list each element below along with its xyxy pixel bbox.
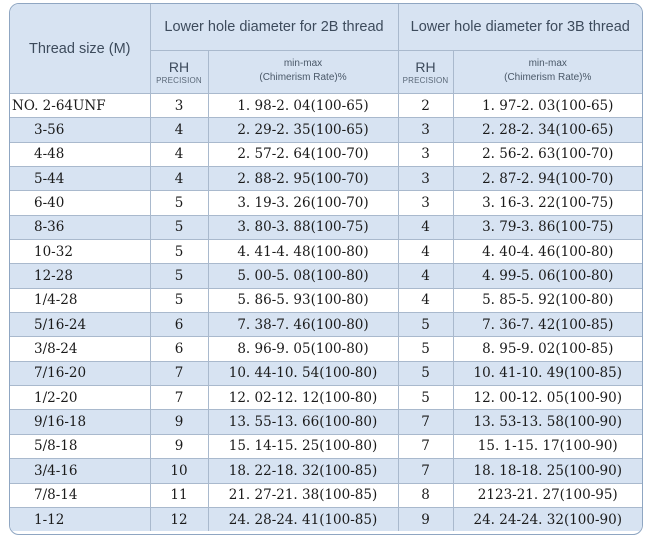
- cell-range-3b: 1. 97-2. 03(100-65): [453, 94, 642, 118]
- table-row: [10, 264, 642, 288]
- table-row: [10, 361, 642, 385]
- cell-range-3b: 3. 16-3. 22(100-75): [453, 191, 642, 215]
- table-row: [10, 240, 642, 264]
- cell-rh-2b: 3: [150, 94, 208, 118]
- cell-range-3b: 7. 36-7. 42(100-85): [453, 313, 642, 337]
- cell-thread-size: 1/2-20: [10, 386, 150, 410]
- cell-range-3b: 24. 24-24. 32(100-90): [453, 507, 642, 531]
- cell-rh-3b: 2: [398, 94, 453, 118]
- cell-rh-2b: 5: [150, 215, 208, 239]
- cell-rh-2b: 4: [150, 167, 208, 191]
- cell-rh-2b: 4: [150, 118, 208, 142]
- table-row: [10, 167, 642, 191]
- table-row: [10, 191, 642, 215]
- cell-range-2b: 12. 02-12. 12(100-80): [208, 386, 398, 410]
- cell-thread-size: 10-32: [10, 240, 150, 264]
- header-3b-group: Lower hole diameter for 3B thread: [398, 4, 642, 51]
- cell-rh-3b: 7: [398, 434, 453, 458]
- cell-range-2b: 2. 57-2. 64(100-70): [208, 142, 398, 166]
- cell-range-3b: 18. 18-18. 25(100-90): [453, 459, 642, 483]
- cell-thread-size: 5-44: [10, 167, 150, 191]
- cell-thread-size: 3/8-24: [10, 337, 150, 361]
- cell-thread-size: 4-48: [10, 142, 150, 166]
- cell-range-3b: 2. 28-2. 34(100-65): [453, 118, 642, 142]
- cell-range-2b: 18. 22-18. 32(100-85): [208, 459, 398, 483]
- table-row: [10, 118, 642, 142]
- header-3b-range: [453, 51, 642, 94]
- cell-thread-size: 3-56: [10, 118, 150, 142]
- cell-rh-2b: 4: [150, 142, 208, 166]
- cell-rh-3b: 3: [398, 191, 453, 215]
- cell-thread-size: 7/8-14: [10, 483, 150, 507]
- table-row: [10, 410, 642, 434]
- cell-range-2b: 15. 14-15. 25(100-80): [208, 434, 398, 458]
- cell-rh-3b: 3: [398, 118, 453, 142]
- minmax-label: min-max: [283, 58, 323, 69]
- rh-label: RH: [415, 58, 436, 75]
- cell-range-3b: 15. 1-15. 17(100-90): [453, 434, 642, 458]
- cell-range-2b: 13. 55-13. 66(100-80): [208, 410, 398, 434]
- cell-rh-3b: 3: [398, 142, 453, 166]
- cell-thread-size: 9/16-18: [10, 410, 150, 434]
- cell-range-2b: 5. 86-5. 93(100-80): [208, 288, 398, 312]
- cell-rh-3b: 9: [398, 507, 453, 531]
- cell-range-3b: 3. 79-3. 86(100-75): [453, 215, 642, 239]
- cell-rh-3b: 5: [398, 361, 453, 385]
- cell-rh-2b: 12: [150, 507, 208, 531]
- table-row: [10, 337, 642, 361]
- cell-range-2b: 10. 44-10. 54(100-80): [208, 361, 398, 385]
- cell-rh-2b: 10: [150, 459, 208, 483]
- cell-rh-3b: 8: [398, 483, 453, 507]
- rh-label: RH: [168, 58, 190, 75]
- precision-label: PRECISION: [402, 75, 449, 85]
- cell-thread-size: 3/4-16: [10, 459, 150, 483]
- cell-range-2b: 3. 19-3. 26(100-70): [208, 191, 398, 215]
- cell-rh-3b: 7: [398, 459, 453, 483]
- cell-thread-size: 6-40: [10, 191, 150, 215]
- cell-thread-size: 5/16-24: [10, 313, 150, 337]
- cell-range-3b: 2. 87-2. 94(100-70): [453, 167, 642, 191]
- table-row: [10, 459, 642, 483]
- header-2b-range: [208, 51, 398, 94]
- cell-range-2b: 21. 27-21. 38(100-85): [208, 483, 398, 507]
- cell-range-2b: 1. 98-2. 04(100-65): [208, 94, 398, 118]
- cell-range-3b: 5. 85-5. 92(100-80): [453, 288, 642, 312]
- cell-rh-3b: 4: [398, 264, 453, 288]
- thread-table: [10, 4, 642, 531]
- table-row: [10, 434, 642, 458]
- cell-rh-2b: 7: [150, 361, 208, 385]
- cell-rh-2b: 5: [150, 288, 208, 312]
- thread-table-container: [9, 3, 643, 535]
- cell-rh-2b: 9: [150, 434, 208, 458]
- cell-range-3b: 8. 95-9. 02(100-85): [453, 337, 642, 361]
- cell-rh-3b: 3: [398, 167, 453, 191]
- cell-range-2b: 7. 38-7. 46(100-80): [208, 313, 398, 337]
- cell-rh-3b: 5: [398, 386, 453, 410]
- table-row: [10, 288, 642, 312]
- cell-rh-2b: 5: [150, 240, 208, 264]
- table-row: [10, 215, 642, 239]
- cell-rh-3b: 4: [398, 240, 453, 264]
- table-row: [10, 142, 642, 166]
- cell-rh-3b: 5: [398, 313, 453, 337]
- header-thread-size: Thread size (M): [10, 4, 150, 94]
- cell-thread-size: 1-12: [10, 507, 150, 531]
- cell-range-3b: 12. 00-12. 05(100-90): [453, 386, 642, 410]
- cell-range-2b: 4. 41-4. 48(100-80): [208, 240, 398, 264]
- cell-rh-2b: 7: [150, 386, 208, 410]
- table-row: [10, 313, 642, 337]
- cell-thread-size: 7/16-20: [10, 361, 150, 385]
- cell-range-3b: 4. 40-4. 46(100-80): [453, 240, 642, 264]
- cell-rh-2b: 6: [150, 337, 208, 361]
- minmax-label: min-max: [528, 58, 567, 69]
- cell-thread-size: 8-36: [10, 215, 150, 239]
- cell-thread-size: 1/4-28: [10, 288, 150, 312]
- cell-range-2b: 8. 96-9. 05(100-80): [208, 337, 398, 361]
- cell-range-2b: 3. 80-3. 88(100-75): [208, 215, 398, 239]
- cell-range-3b: 4. 99-5. 06(100-80): [453, 264, 642, 288]
- cell-range-2b: 24. 28-24. 41(100-85): [208, 507, 398, 531]
- cell-thread-size: 12-28: [10, 264, 150, 288]
- cell-rh-2b: 11: [150, 483, 208, 507]
- header-2b-group: Lower hole diameter for 2B thread: [150, 4, 398, 51]
- cell-range-2b: 2. 88-2. 95(100-70): [208, 167, 398, 191]
- cell-range-3b: 13. 53-13. 58(100-90): [453, 410, 642, 434]
- cell-thread-size: 5/8-18: [10, 434, 150, 458]
- header-3b-rh: [398, 51, 453, 94]
- cell-rh-3b: 5: [398, 337, 453, 361]
- cell-rh-2b: 5: [150, 191, 208, 215]
- cell-range-3b: 10. 41-10. 49(100-85): [453, 361, 642, 385]
- cell-thread-size: NO. 2-64UNF: [10, 94, 150, 118]
- cell-rh-2b: 5: [150, 264, 208, 288]
- rate-label: (Chimerism Rate)%: [504, 72, 592, 83]
- rate-label: (Chimerism Rate)%: [259, 72, 347, 83]
- cell-range-2b: 2. 29-2. 35(100-65): [208, 118, 398, 142]
- cell-range-2b: 5. 00-5. 08(100-80): [208, 264, 398, 288]
- table-row: [10, 94, 642, 118]
- cell-rh-2b: 6: [150, 313, 208, 337]
- cell-range-3b: 2123-21. 27(100-95): [453, 483, 642, 507]
- precision-label: PRECISION: [156, 75, 202, 85]
- cell-rh-2b: 9: [150, 410, 208, 434]
- table-row: [10, 483, 642, 507]
- cell-rh-3b: 7: [398, 410, 453, 434]
- cell-range-3b: 2. 56-2. 63(100-70): [453, 142, 642, 166]
- table-row: [10, 386, 642, 410]
- table-row: [10, 507, 642, 531]
- header-2b-rh: [150, 51, 208, 94]
- cell-rh-3b: 4: [398, 215, 453, 239]
- cell-rh-3b: 4: [398, 288, 453, 312]
